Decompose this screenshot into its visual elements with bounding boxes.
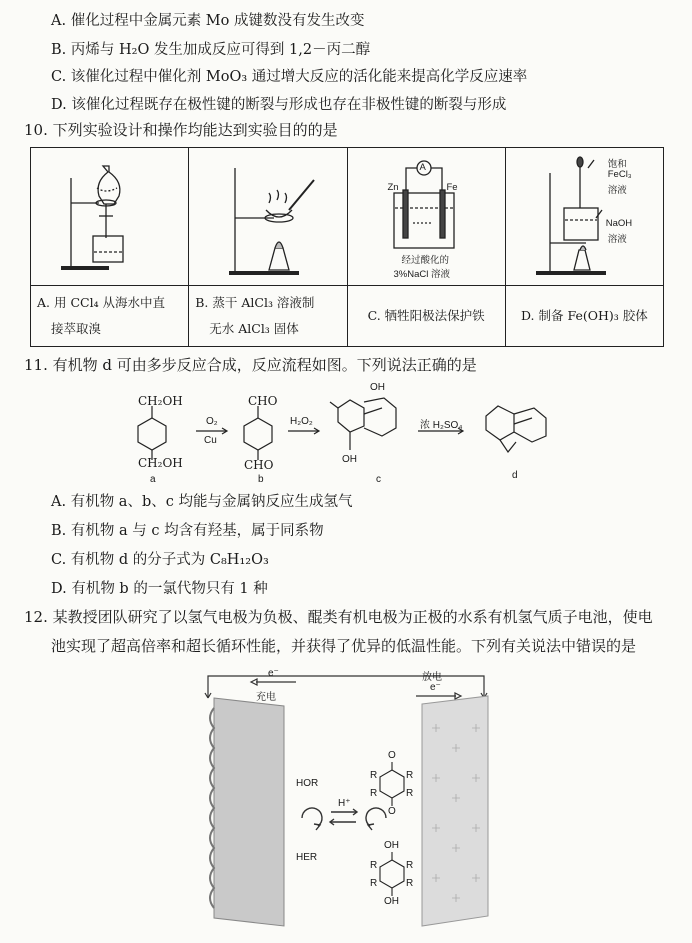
reagent-h2o2: H₂O₂ <box>290 416 313 427</box>
q10-stem: 10. 下列实验设计和操作均能达到实验目的的是 <box>24 121 338 139</box>
q10-cell-d-figure <box>505 148 663 286</box>
evaporating-dish-icon <box>189 148 347 285</box>
q10-caption-a-line1: A. 用 CCl₄ 从海水中直 <box>37 295 166 310</box>
electron-right-label: e⁻ <box>430 682 441 693</box>
ammeter-label: A <box>419 162 426 173</box>
electron-left-label: e⁻ <box>268 668 279 679</box>
q10-caption-b-line1: B. 蒸干 AlCl₃ 溶液制 <box>195 295 315 310</box>
charge-label: 充电 <box>256 692 276 703</box>
fe-electrode-label: Fe <box>446 182 458 193</box>
q10-caption-b-line2: 无水 AlCl₃ 固体 <box>209 321 299 336</box>
a-top-group: CH₂OH <box>138 394 183 408</box>
q10-caption-d <box>505 286 663 347</box>
q10-cell-a-figure <box>31 148 189 286</box>
q9-option-b: B. 丙烯与 H₂O 发生加成反应可得到 1,2－丙二醇 <box>51 42 371 58</box>
quinone-r-4: R <box>406 788 414 799</box>
quinone-electrode-block <box>422 696 488 926</box>
q11-option-c: C. 有机物 d 的分子式为 C₈H₁₂O₃ <box>51 552 269 568</box>
q10-caption-b <box>189 286 347 347</box>
quinone-r-3: R <box>406 770 414 781</box>
naoh-label-1: NaOH <box>605 218 633 229</box>
q11-option-b: B. 有机物 a 与 c 均含有羟基，属于同系物 <box>51 523 324 539</box>
c-label: c <box>376 474 381 485</box>
reagent-cu: Cu <box>204 435 217 446</box>
q10-cell-b-figure <box>189 148 347 286</box>
a-label: a <box>150 474 156 485</box>
q10-caption-c-line1: C. 牺牲阳极法保护铁 <box>367 308 485 323</box>
b-label: b <box>258 474 264 485</box>
hydroquinone-oh-top: OH <box>384 840 399 851</box>
q9-option-c: C. 该催化过程中催化剂 MoO₃ 通过增大反应的活化能来提高化学反应速率 <box>51 69 528 85</box>
hydroquinone-oh-bottom: OH <box>384 896 399 907</box>
quinone-o-top: O <box>388 750 396 761</box>
reagent-h2so4: 浓 H₂SO₄ <box>420 420 463 431</box>
discharge-label: 放电 <box>422 672 442 683</box>
reagent-o2: O₂ <box>206 416 218 427</box>
proton-label: H⁺ <box>338 798 351 809</box>
fecl3-label-1: 饱和 <box>607 159 627 170</box>
solution-label-1: 经过酸化的 <box>401 255 450 266</box>
solution-label-2: 3%NaCl 溶液 <box>393 269 450 280</box>
reaction-scheme-structures <box>0 378 692 488</box>
colloid-setup-icon <box>506 148 664 285</box>
separatory-funnel-icon <box>31 148 189 285</box>
q11-reaction-scheme <box>0 378 692 488</box>
quinone-r-1: R <box>370 770 378 781</box>
b-bottom-group: CHO <box>244 458 274 472</box>
q11-stem: 11. 有机物 d 可由多步反应合成，反应流程如图。下列说法正确的是 <box>24 356 477 374</box>
d-label: d <box>512 470 518 481</box>
zn-electrode-label: Zn <box>387 182 399 193</box>
quinone-o-bottom: O <box>388 806 396 817</box>
q12-battery-figure <box>196 668 496 930</box>
q11-option-d: D. 有机物 b 的一氯代物只有 1 种 <box>51 581 268 597</box>
q10-experiment-table <box>30 147 664 347</box>
q12-stem-line1: 12. 某教授团队研究了以氢气电极为负极、醌类有机电极为正极的水系有机氢气质子电池，使电 <box>24 608 653 626</box>
hydroquinone-r-1: R <box>370 860 378 871</box>
hydroquinone-r-4: R <box>406 878 414 889</box>
fecl3-label-2: FeCl₃ <box>607 169 632 180</box>
b-top-group: CHO <box>248 394 278 408</box>
q10-caption-a <box>31 286 189 347</box>
q9-option-d: D. 该催化过程既存在极性键的断裂与形成也存在非极性键的断裂与形成 <box>51 97 507 113</box>
a-bottom-group: CH₂OH <box>138 456 183 470</box>
hydroquinone-r-2: R <box>370 878 378 889</box>
naoh-label-2: 溶液 <box>607 234 627 245</box>
q10-cell-c-figure <box>347 148 505 286</box>
q10-caption-a-line2: 接萃取溴 <box>51 321 102 336</box>
hor-label: HOR <box>296 778 319 789</box>
hydroquinone-r-3: R <box>406 860 414 871</box>
q10-caption-d-line1: D. 制备 Fe(OH)₃ 胶体 <box>520 308 648 323</box>
q11-option-a: A. 有机物 a、b、c 均能与金属钠反应生成氢气 <box>51 494 353 510</box>
hydrogen-electrode-block <box>210 698 284 926</box>
quinone-r-2: R <box>370 788 378 799</box>
c-oh-bottom: OH <box>342 454 357 465</box>
her-label: HER <box>296 852 318 863</box>
q9-option-a: A. 催化过程中金属元素 Mo 成键数没有发生改变 <box>51 13 365 29</box>
fecl3-label-3: 溶液 <box>607 185 627 196</box>
q12-stem-line2: 池实现了超高倍率和超长循环性能，并获得了优异的低温性能。下列有关说法中错误的是 <box>51 637 637 655</box>
c-oh-top: OH <box>370 382 385 393</box>
q10-caption-c <box>347 286 505 347</box>
